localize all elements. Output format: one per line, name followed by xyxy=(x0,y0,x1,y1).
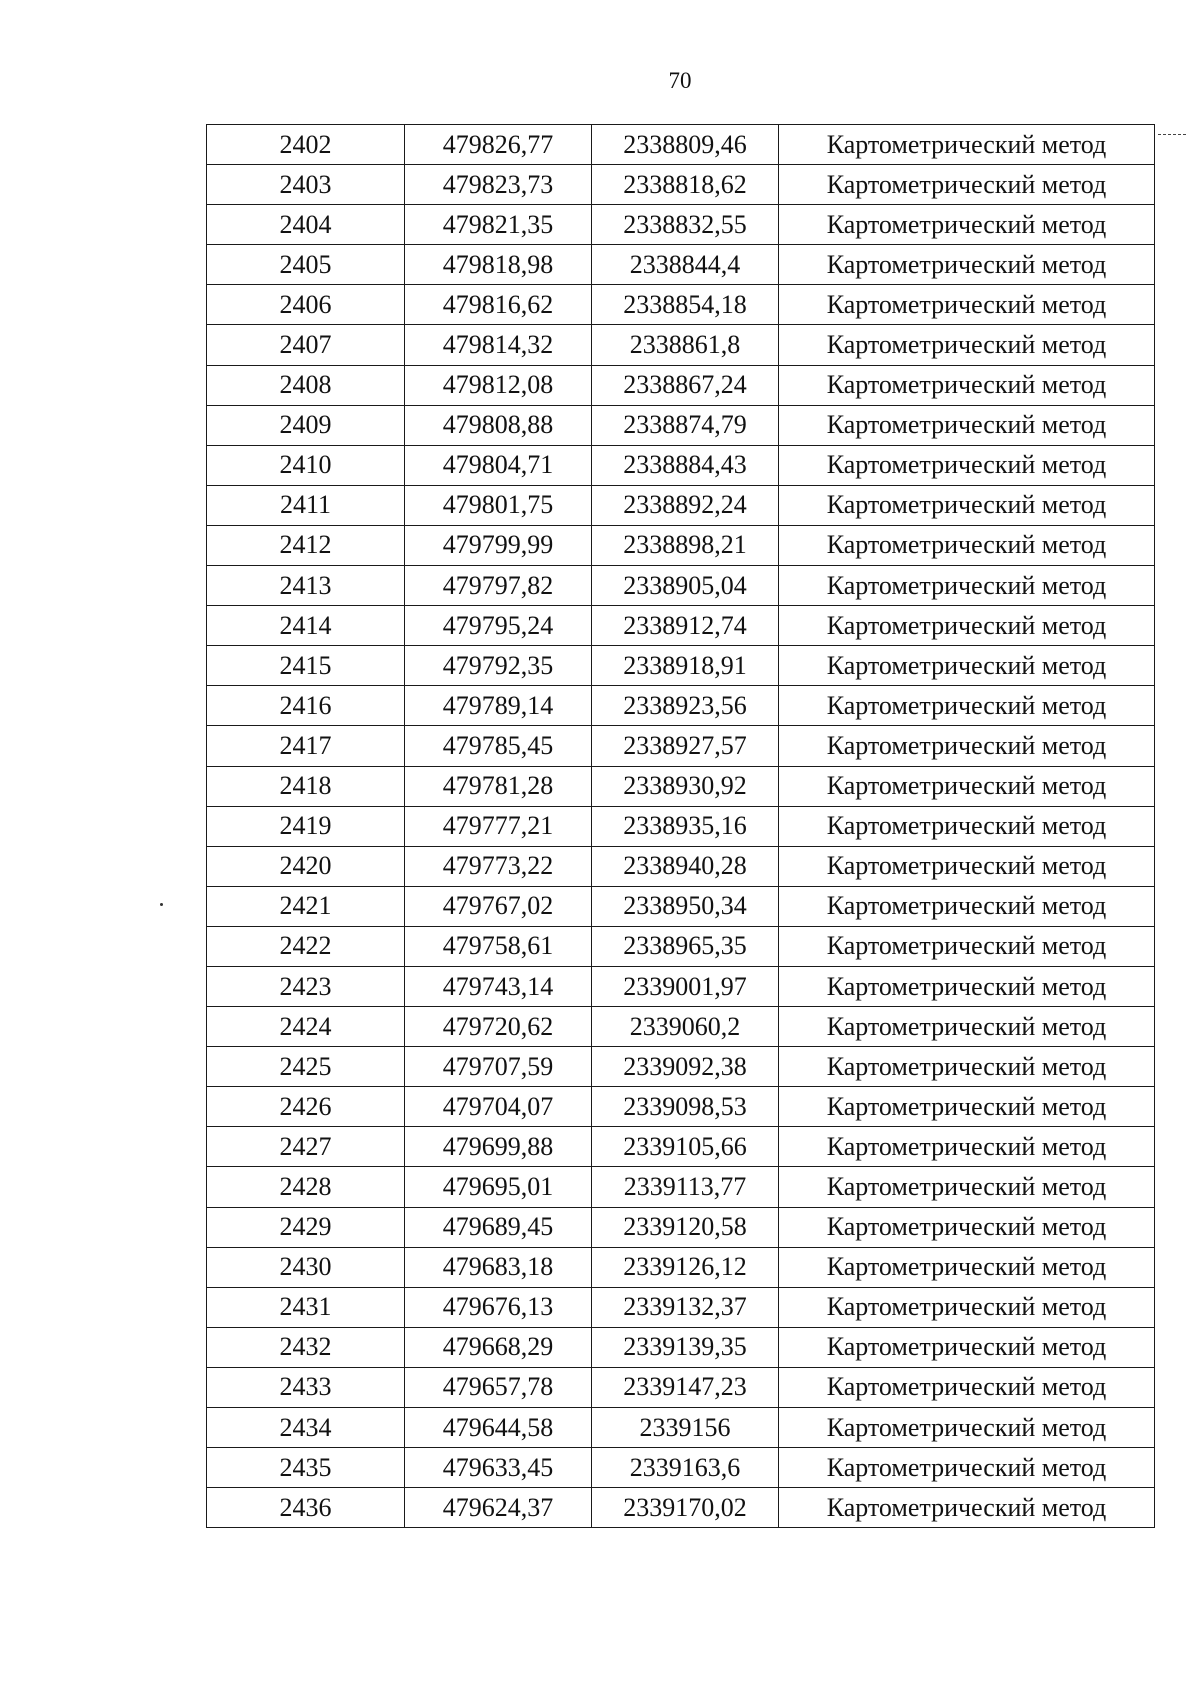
table-row xyxy=(207,566,1155,606)
y-coordinate-cell: 2339120,58 xyxy=(592,1207,779,1247)
point-number-cell: 2425 xyxy=(207,1047,405,1087)
x-coordinate-cell: 479668,29 xyxy=(405,1327,592,1367)
x-coordinate-cell: 479704,07 xyxy=(405,1087,592,1127)
x-coordinate-cell: 479695,01 xyxy=(405,1167,592,1207)
table-row xyxy=(207,1207,1155,1247)
point-number-cell: 2433 xyxy=(207,1367,405,1407)
point-number-cell: 2409 xyxy=(207,405,405,445)
method-cell: Картометрический метод xyxy=(779,1127,1155,1167)
table-row xyxy=(207,1007,1155,1047)
method-cell: Картометрический метод xyxy=(779,1207,1155,1247)
x-coordinate-cell: 479792,35 xyxy=(405,646,592,686)
table-row xyxy=(207,726,1155,766)
table-row xyxy=(207,686,1155,726)
y-coordinate-cell: 2338832,55 xyxy=(592,205,779,245)
y-coordinate-cell: 2339170,02 xyxy=(592,1488,779,1528)
x-coordinate-cell: 479814,32 xyxy=(405,325,592,365)
point-number-cell: 2415 xyxy=(207,646,405,686)
x-coordinate-cell: 479808,88 xyxy=(405,405,592,445)
table-row xyxy=(207,205,1155,245)
y-coordinate-cell: 2339147,23 xyxy=(592,1367,779,1407)
point-number-cell: 2427 xyxy=(207,1127,405,1167)
point-number-cell: 2421 xyxy=(207,886,405,926)
y-coordinate-cell: 2338935,16 xyxy=(592,806,779,846)
x-coordinate-cell: 479743,14 xyxy=(405,966,592,1006)
method-cell: Картометрический метод xyxy=(779,966,1155,1006)
y-coordinate-cell: 2339092,38 xyxy=(592,1047,779,1087)
point-number-cell: 2412 xyxy=(207,525,405,565)
point-number-cell: 2413 xyxy=(207,566,405,606)
table-row xyxy=(207,1367,1155,1407)
x-coordinate-cell: 479795,24 xyxy=(405,606,592,646)
x-coordinate-cell: 479799,99 xyxy=(405,525,592,565)
point-number-cell: 2429 xyxy=(207,1207,405,1247)
x-coordinate-cell: 479804,71 xyxy=(405,445,592,485)
x-coordinate-cell: 479699,88 xyxy=(405,1127,592,1167)
x-coordinate-cell: 479683,18 xyxy=(405,1247,592,1287)
table-row xyxy=(207,846,1155,886)
point-number-cell: 2410 xyxy=(207,445,405,485)
method-cell: Картометрический метод xyxy=(779,1448,1155,1488)
y-coordinate-cell: 2338892,24 xyxy=(592,485,779,525)
point-number-cell: 2432 xyxy=(207,1327,405,1367)
y-coordinate-cell: 2338940,28 xyxy=(592,846,779,886)
table-row xyxy=(207,165,1155,205)
method-cell: Картометрический метод xyxy=(779,1247,1155,1287)
table-row xyxy=(207,1047,1155,1087)
x-coordinate-cell: 479797,82 xyxy=(405,566,592,606)
page-number: 70 xyxy=(668,68,692,93)
margin-dash-mark xyxy=(1158,134,1186,135)
x-coordinate-cell: 479812,08 xyxy=(405,365,592,405)
point-number-cell: 2416 xyxy=(207,686,405,726)
x-coordinate-cell: 479720,62 xyxy=(405,1007,592,1047)
method-cell: Картометрический метод xyxy=(779,846,1155,886)
y-coordinate-cell: 2338884,43 xyxy=(592,445,779,485)
point-number-cell: 2434 xyxy=(207,1408,405,1448)
table-row xyxy=(207,1327,1155,1367)
y-coordinate-cell: 2338927,57 xyxy=(592,726,779,766)
method-cell: Картометрический метод xyxy=(779,806,1155,846)
x-coordinate-cell: 479781,28 xyxy=(405,766,592,806)
method-cell: Картометрический метод xyxy=(779,1167,1155,1207)
x-coordinate-cell: 479676,13 xyxy=(405,1287,592,1327)
x-coordinate-cell: 479773,22 xyxy=(405,846,592,886)
y-coordinate-cell: 2338867,24 xyxy=(592,365,779,405)
method-cell: Картометрический метод xyxy=(779,325,1155,365)
method-cell: Картометрический метод xyxy=(779,1327,1155,1367)
method-cell: Картометрический метод xyxy=(779,886,1155,926)
x-coordinate-cell: 479821,35 xyxy=(405,205,592,245)
coordinates-table xyxy=(206,124,1155,1528)
y-coordinate-cell: 2339060,2 xyxy=(592,1007,779,1047)
y-coordinate-cell: 2338912,74 xyxy=(592,606,779,646)
table-row xyxy=(207,1488,1155,1528)
point-number-cell: 2424 xyxy=(207,1007,405,1047)
y-coordinate-cell: 2339126,12 xyxy=(592,1247,779,1287)
table-row xyxy=(207,1448,1155,1488)
table-row xyxy=(207,1087,1155,1127)
x-coordinate-cell: 479624,37 xyxy=(405,1488,592,1528)
point-number-cell: 2403 xyxy=(207,165,405,205)
method-cell: Картометрический метод xyxy=(779,926,1155,966)
table-row xyxy=(207,485,1155,525)
method-cell: Картометрический метод xyxy=(779,405,1155,445)
x-coordinate-cell: 479707,59 xyxy=(405,1047,592,1087)
point-number-cell: 2426 xyxy=(207,1087,405,1127)
method-cell: Картометрический метод xyxy=(779,606,1155,646)
method-cell: Картометрический метод xyxy=(779,1047,1155,1087)
y-coordinate-cell: 2338809,46 xyxy=(592,125,779,165)
point-number-cell: 2411 xyxy=(207,485,405,525)
table-row xyxy=(207,966,1155,1006)
x-coordinate-cell: 479633,45 xyxy=(405,1448,592,1488)
method-cell: Картометрический метод xyxy=(779,445,1155,485)
x-coordinate-cell: 479657,78 xyxy=(405,1367,592,1407)
table-row xyxy=(207,886,1155,926)
table-row xyxy=(207,1167,1155,1207)
table-row xyxy=(207,926,1155,966)
x-coordinate-cell: 479689,45 xyxy=(405,1207,592,1247)
method-cell: Картометрический метод xyxy=(779,1007,1155,1047)
point-number-cell: 2404 xyxy=(207,205,405,245)
point-number-cell: 2422 xyxy=(207,926,405,966)
point-number-cell: 2436 xyxy=(207,1488,405,1528)
coordinates-table-body xyxy=(207,125,1155,1528)
point-number-cell: 2430 xyxy=(207,1247,405,1287)
table-row xyxy=(207,365,1155,405)
table-row xyxy=(207,606,1155,646)
x-coordinate-cell: 479801,75 xyxy=(405,485,592,525)
point-number-cell: 2435 xyxy=(207,1448,405,1488)
point-number-cell: 2408 xyxy=(207,365,405,405)
method-cell: Картометрический метод xyxy=(779,1367,1155,1407)
method-cell: Картометрический метод xyxy=(779,205,1155,245)
table-row xyxy=(207,806,1155,846)
table-row xyxy=(207,766,1155,806)
method-cell: Картометрический метод xyxy=(779,1488,1155,1528)
point-number-cell: 2406 xyxy=(207,285,405,325)
y-coordinate-cell: 2338844,4 xyxy=(592,245,779,285)
y-coordinate-cell: 2338898,21 xyxy=(592,525,779,565)
x-coordinate-cell: 479789,14 xyxy=(405,686,592,726)
table-row xyxy=(207,325,1155,365)
y-coordinate-cell: 2339098,53 xyxy=(592,1087,779,1127)
table-row xyxy=(207,285,1155,325)
method-cell: Картометрический метод xyxy=(779,686,1155,726)
point-number-cell: 2419 xyxy=(207,806,405,846)
point-number-cell: 2423 xyxy=(207,966,405,1006)
x-coordinate-cell: 479758,61 xyxy=(405,926,592,966)
x-coordinate-cell: 479767,02 xyxy=(405,886,592,926)
method-cell: Картометрический метод xyxy=(779,165,1155,205)
table-row xyxy=(207,525,1155,565)
x-coordinate-cell: 479818,98 xyxy=(405,245,592,285)
method-cell: Картометрический метод xyxy=(779,1287,1155,1327)
y-coordinate-cell: 2338930,92 xyxy=(592,766,779,806)
y-coordinate-cell: 2338861,8 xyxy=(592,325,779,365)
point-number-cell: 2420 xyxy=(207,846,405,886)
y-coordinate-cell: 2338874,79 xyxy=(592,405,779,445)
table-row xyxy=(207,405,1155,445)
table-row xyxy=(207,1287,1155,1327)
method-cell: Картометрический метод xyxy=(779,726,1155,766)
point-number-cell: 2414 xyxy=(207,606,405,646)
x-coordinate-cell: 479644,58 xyxy=(405,1408,592,1448)
method-cell: Картометрический метод xyxy=(779,566,1155,606)
table-row xyxy=(207,1127,1155,1167)
method-cell: Картометрический метод xyxy=(779,365,1155,405)
point-number-cell: 2428 xyxy=(207,1167,405,1207)
y-coordinate-cell: 2338818,62 xyxy=(592,165,779,205)
y-coordinate-cell: 2339132,37 xyxy=(592,1287,779,1327)
margin-dot-mark xyxy=(160,903,163,906)
y-coordinate-cell: 2339113,77 xyxy=(592,1167,779,1207)
x-coordinate-cell: 479777,21 xyxy=(405,806,592,846)
x-coordinate-cell: 479816,62 xyxy=(405,285,592,325)
table-row xyxy=(207,245,1155,285)
y-coordinate-cell: 2339163,6 xyxy=(592,1448,779,1488)
table-row xyxy=(207,1408,1155,1448)
method-cell: Картометрический метод xyxy=(779,245,1155,285)
method-cell: Картометрический метод xyxy=(779,525,1155,565)
y-coordinate-cell: 2338923,56 xyxy=(592,686,779,726)
y-coordinate-cell: 2338918,91 xyxy=(592,646,779,686)
point-number-cell: 2431 xyxy=(207,1287,405,1327)
x-coordinate-cell: 479823,73 xyxy=(405,165,592,205)
point-number-cell: 2417 xyxy=(207,726,405,766)
method-cell: Картометрический метод xyxy=(779,285,1155,325)
point-number-cell: 2407 xyxy=(207,325,405,365)
method-cell: Картометрический метод xyxy=(779,646,1155,686)
method-cell: Картометрический метод xyxy=(779,485,1155,525)
y-coordinate-cell: 2339156 xyxy=(592,1408,779,1448)
table-row xyxy=(207,125,1155,165)
y-coordinate-cell: 2338950,34 xyxy=(592,886,779,926)
y-coordinate-cell: 2339105,66 xyxy=(592,1127,779,1167)
y-coordinate-cell: 2338905,04 xyxy=(592,566,779,606)
method-cell: Картометрический метод xyxy=(779,1087,1155,1127)
point-number-cell: 2405 xyxy=(207,245,405,285)
x-coordinate-cell: 479785,45 xyxy=(405,726,592,766)
table-row xyxy=(207,646,1155,686)
point-number-cell: 2402 xyxy=(207,125,405,165)
table-row xyxy=(207,445,1155,485)
y-coordinate-cell: 2339139,35 xyxy=(592,1327,779,1367)
y-coordinate-cell: 2338854,18 xyxy=(592,285,779,325)
y-coordinate-cell: 2339001,97 xyxy=(592,966,779,1006)
point-number-cell: 2418 xyxy=(207,766,405,806)
method-cell: Картометрический метод xyxy=(779,125,1155,165)
y-coordinate-cell: 2338965,35 xyxy=(592,926,779,966)
method-cell: Картометрический метод xyxy=(779,1408,1155,1448)
x-coordinate-cell: 479826,77 xyxy=(405,125,592,165)
method-cell: Картометрический метод xyxy=(779,766,1155,806)
table-row xyxy=(207,1247,1155,1287)
